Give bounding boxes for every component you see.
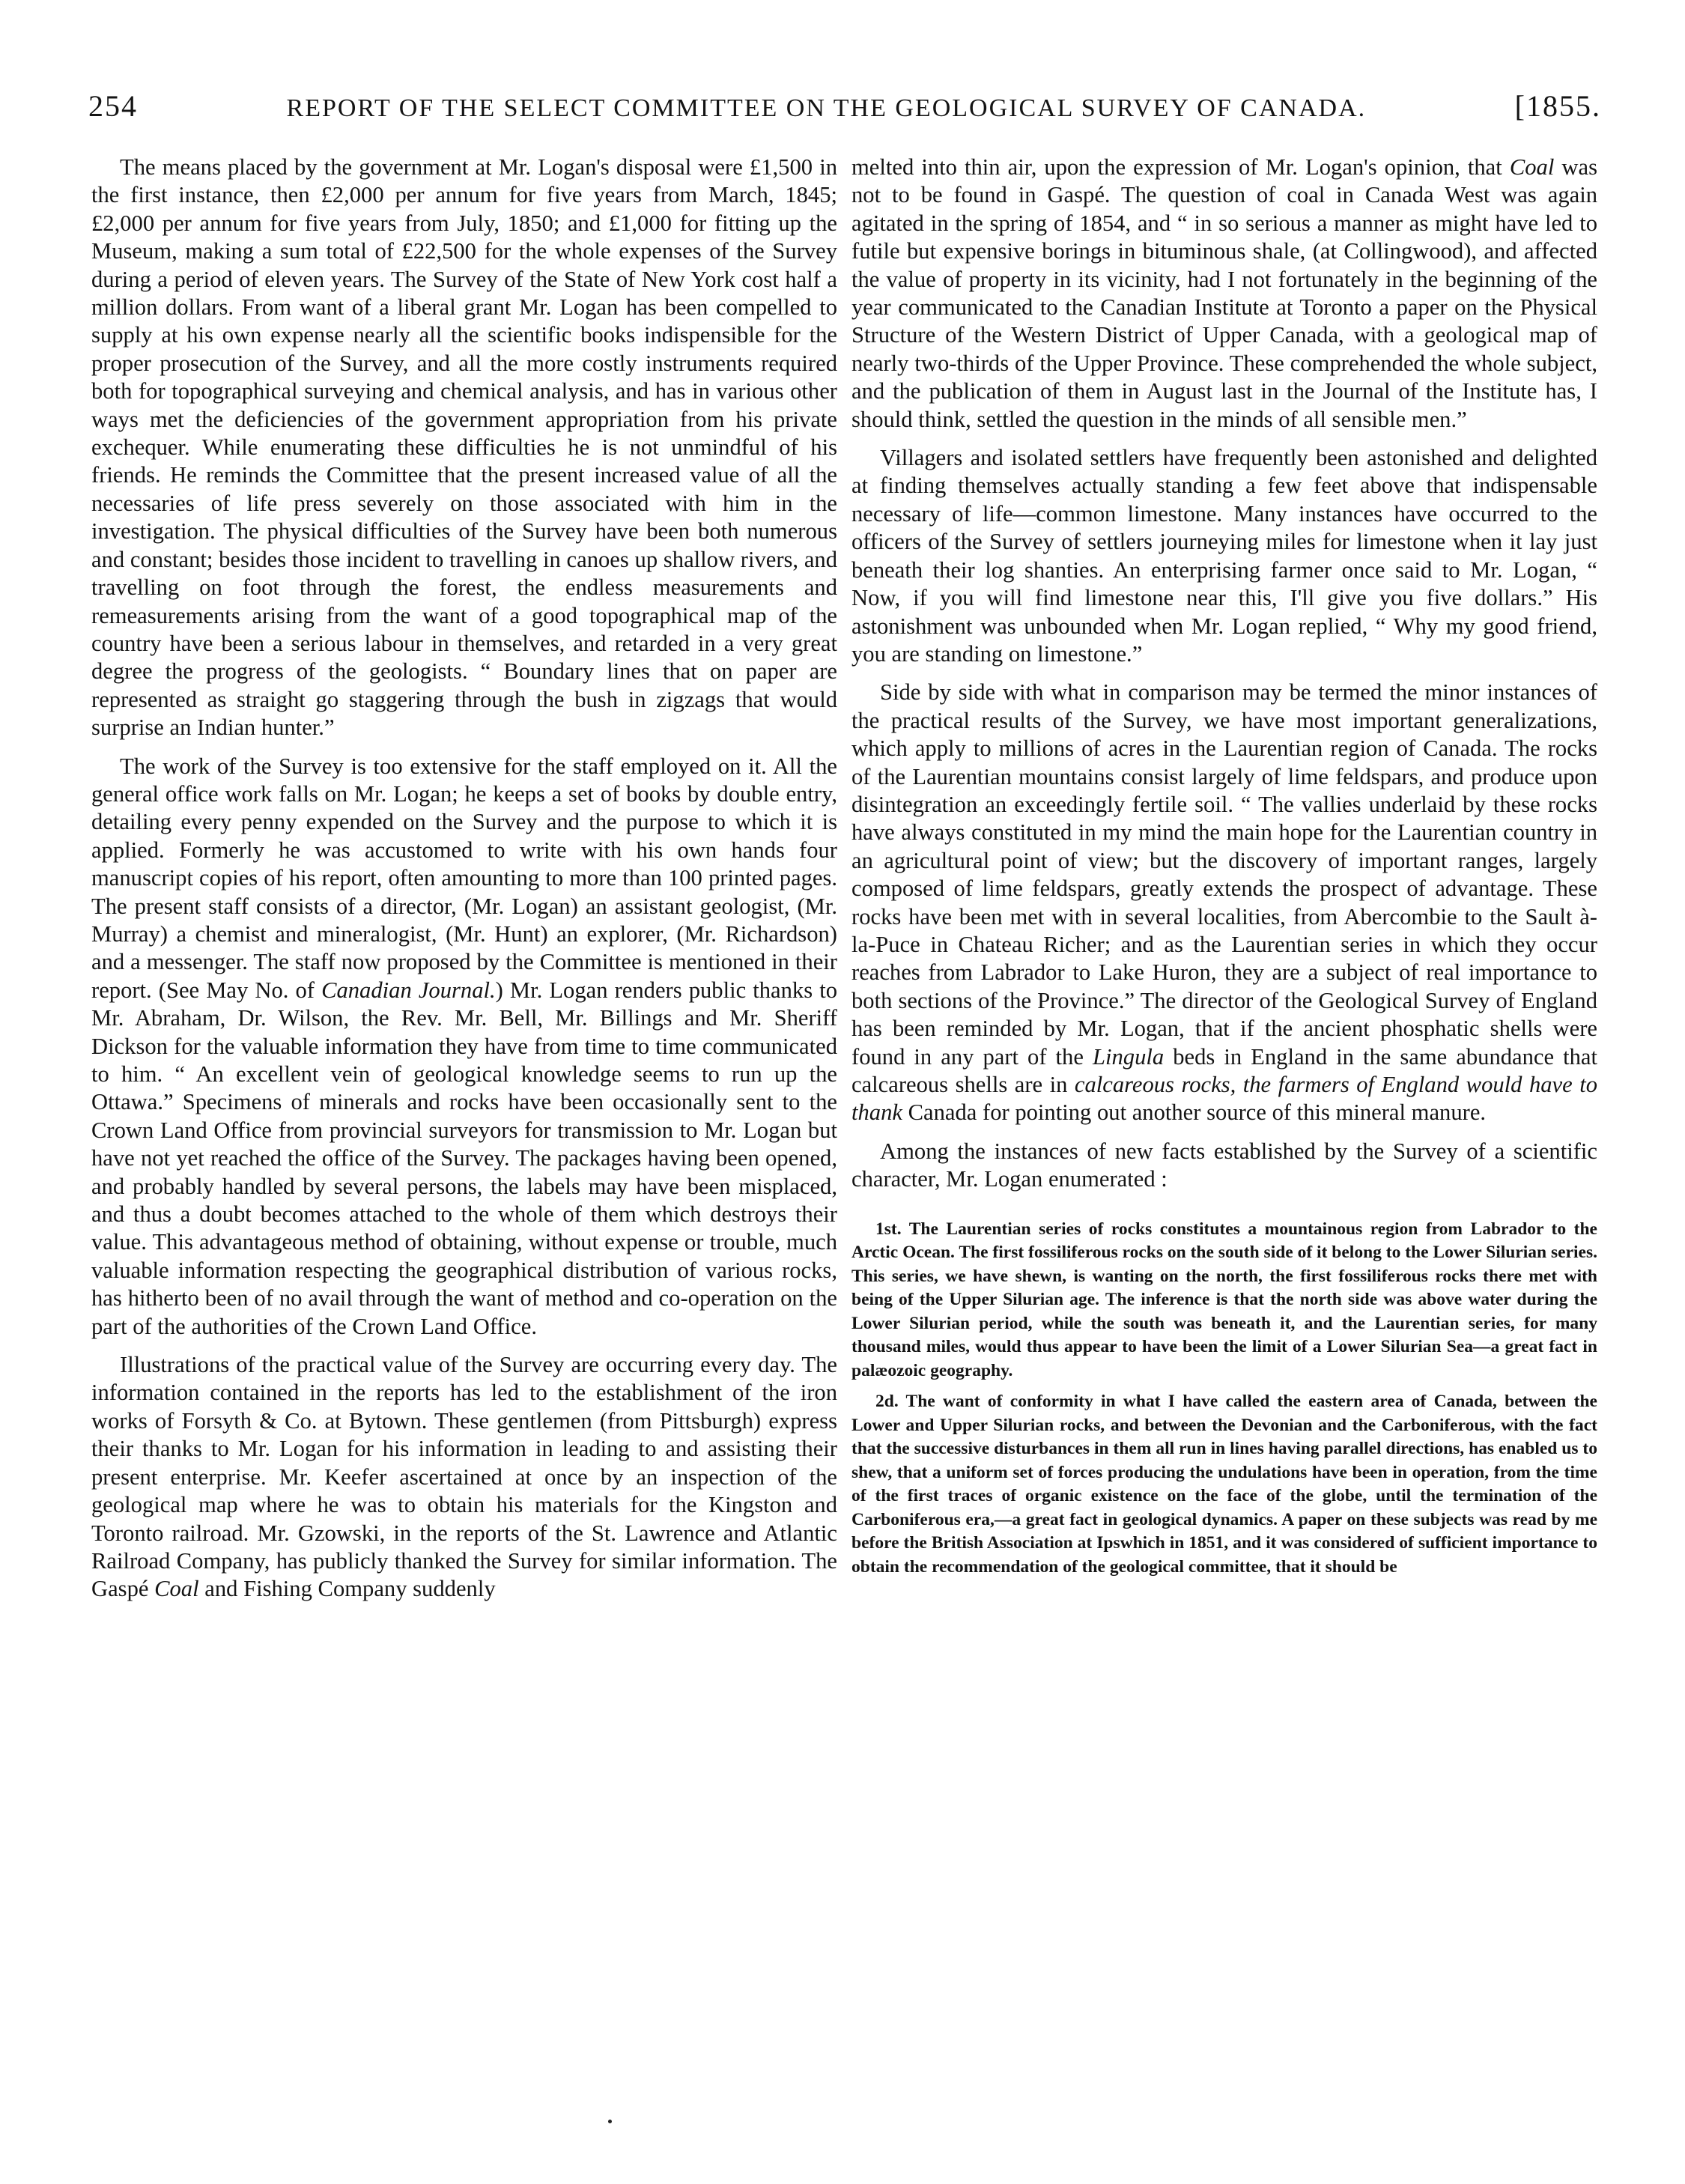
paragraph: Side by side with what in comparison may be termed the minor instances of the practical results of the Survey, we have most important generalizations, which apply to millions of acres in the Laurentian region of Canada. The rocks of the Laurentian mountains consist largely of lime feldspars, and produce upon disintegration an exceedingly fertile soil. “ The vallies underlaid by these rocks have always constituted in my mind the main hope for the Laurentian country in an agricultural point of view; but the discovery of important ranges, largely composed of lime feldspars, greatly extends the prospect of advantage. These rocks have been met with in several localities, from Abercombie to the Sault à-la-Puce in Chateau Richer; and as the Laurentian series in which they occur reaches from Labrador to Lake Huron, they are a subject of real importance to both sections of the Province.” The director of the Geological Survey of England has been reminded by Mr. Logan, that if the ancient phosphatic shells were found in any part of the Lingula beds in England in the same abundance that calcareous shells are in calcareous rocks, the farmers of England would have to thank Canada for pointing out another source of this mineral manure. (851, 679, 1597, 1126)
left-column (91, 154, 837, 1614)
page-number: 254 (88, 89, 138, 123)
italic-text: calcareous rocks, the farmers of England would have to thank (851, 1072, 1597, 1126)
page-mark (608, 2120, 612, 2123)
paragraph: Illustrations of the practical value of the Survey are occurring every day. The information contained in the reports has led to the establishment of the iron works of Forsyth & Co. at Bytown. These gentlemen (from Pittsburgh) express their thanks to Mr. Logan for his information in leading to and assisting their present enterprise. Mr. Keefer ascertained at once by an inspection of the geological map where he was to obtain his materials for the Kingston and Toronto railroad. Mr. Gzowski, in the reports of the St. Lawrence and Atlantic Railroad Company, has publicly thanked the Survey for similar information. The Gaspé Coal and Fishing Company suddenly (91, 1352, 837, 1602)
page-header (88, 88, 1601, 133)
list-item: 2d. The want of conformity in what I have called the eastern area of Canada, between the Lower and Upper Silurian rocks, and between the Devonian and the Carboniferous, with the fact that the successive disturbances in them all run in lines having parallel directions, has enabled us to shew, that a uniform set of forces producing the undulations have been in operation, from the time of the first traces of organic existence on the face of the globe, until the termination of the Carboniferous era,—a great fact in geological dynamics. A paper on these subjects was read by me before the British Association at Ipswhich in 1851, and it was considered of sufficient importance to obtain the recommendation of the geological committee, that it should be (851, 1392, 1597, 1577)
paragraph: The work of the Survey is too extensive for the staff employed on it. All the general office work falls on Mr. Logan; he keeps a set of books by double entry, detailing every penny expended on the Survey and the purpose to which it is applied. Formerly he was accustomed to write with his own hands four manuscript copies of his report, often amounting to more than 100 printed pages. The present staff consists of a director, (Mr. Logan) an assistant geologist, (Mr. Murray) a chemist and mineralogist, (Mr. Hunt) an explorer, (Mr. Richardson) and a messenger. The staff now proposed by the Committee is mentioned in their report. (See May No. of Canadian Journal.) Mr. Logan renders public thanks to Mr. Abraham, Dr. Wilson, the Rev. Mr. Bell, Mr. Billings and Mr. Sheriff Dickson for the valuable information they have from time to time communicated to him. “ An excellent vein of geological knowledge seems to run up the Ottawa.” Specimens of minerals and rocks have been occasionally sent to the Crown Land Office from provincial surveyors for transmission to Mr. Logan but have not yet reached the office of the Survey. The packages having been opened, and probably handled by several persons, the labels may have been misplaced, and thus a doubt becomes attached to the whole of them which destroys their value. This advantageous method of obtaining, without expense or trouble, much valuable information respecting the geographical distribution of various rocks, has hitherto been of no avail through the want of method and co-operation on the part of the authorities of the Crown Land Office. (91, 753, 838, 1339)
paragraph: Villagers and isolated settlers have frequently been astonished and delighted at finding themselves actually standing a few feet above that indispensable necessary of life—common limestone. Many instances have occurred to the officers of the Survey of settlers journeying miles for limestone when it lay just beneath their log shanties. An enterprising farmer once said to Mr. Logan, “ Now, if you will find limestone near this, I'll give you five dollars.” His astonishment was unbounded when Mr. Logan replied, “ Why my good friend, you are standing on limestone.” (851, 445, 1597, 667)
paragraph: The means placed by the government at Mr. Logan's disposal were £1,500 in the first instance, then £2,000 per annum for five years from March, 1845; £2,000 per annum for five years from July, 1850; and £1,000 for fitting up the Museum, making a sum total of £22,500 for the whole expenses of the Survey during a period of eleven years. The Survey of the State of New York cost half a million dollars. From want of a liberal grant Mr. Logan has been compelled to supply at his own expense nearly all the scientific books indispensible for the proper prosecution of the Survey, and all the more costly instruments required both for topographical surveying and chemical analysis, and has in various other ways met the deficiencies of the government appropriation from his private exchequer. While enumerating these difficulties he is not unmindful of his friends. He reminds the Committee that the present increased value of all the necessaries of life press severely on those associated with him in the investigation. The physical difficulties of the Survey have been both numerous and constant; besides those incident to travelling in canoes up shallow rivers, and travelling on foot through the forest, the endless measurements and remeasurements arising from the want of a good topographical map of the country have been a serious labour in themselves, and retarded in a very great degree the progress of the geologists. “ Boundary lines that on paper are represented as straight go staggering through the bush in zigzags that would surprise an Indian hunter.” (91, 154, 837, 741)
paragraph: Among the instances of new facts established by the Survey of a scientific character, Mr. Logan enumerated : (851, 1138, 1597, 1192)
list-item: 1st. The Laurentian series of rocks constitutes a mountainous region from Labrador to the Arctic Ocean. The first fossiliferous rocks on the south side of it belong to the Lower Silurian series. This series, we have shewn, is wanting on the north, the first fossiliferous rocks there met with being of the Upper Silurian age. The inference is that the north side was above water during the Lower Silurian period, while the south was beneath it, and the Laurentian series, for many thousand miles, would thus appear to have been the limit of a Lower Silurian Sea—a great fact in palæozoic geography. (851, 1219, 1597, 1380)
italic-text: Coal (1509, 154, 1555, 180)
header-year: [1855. (1514, 89, 1601, 123)
paragraph: melted into thin air, upon the expression of Mr. Logan's opinion, that Coal was not to be found in Gaspé. The question of coal in Canada West was again agitated in the spring of 1854, and “ in so serious a manner as might have led to futile but expensive borings in bituminous shale, (at Collingwood), and affected the value of property in its vicinity, had I not fortunately in the beginning of the year communicated to the Canadian Institute at Toronto a paper on the Physical Structure of the Western District of Upper Canada, with a geological map of nearly two-thirds of the Upper Province. These comprehended the whole subject, and the publication of them in August last in the Journal of the Institute has, I should think, settled the question in the minds of all sensible men.” (851, 154, 1597, 432)
italic-text: Canadian Journal. (321, 977, 496, 1003)
running-title: REPORT OF THE SELECT COMMITTEE ON THE GEOLOGICAL SURVEY OF CANADA. (286, 94, 1367, 122)
italic-text: Coal (154, 1576, 199, 1602)
right-column (851, 154, 1597, 1586)
italic-text: Lingula (1092, 1043, 1165, 1070)
